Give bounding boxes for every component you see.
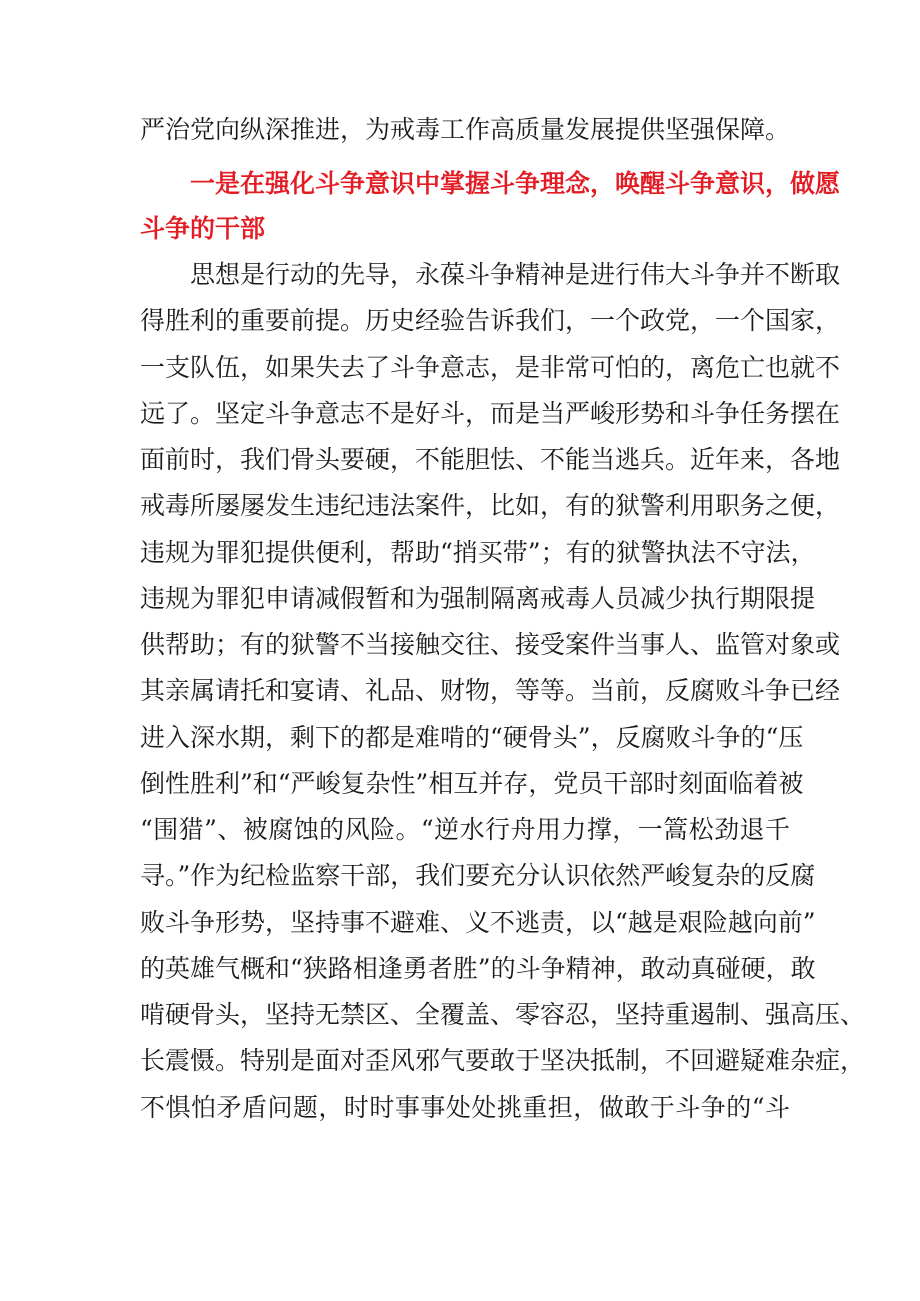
paragraph-line-12: 倒性胜利”和“严峻复杂性”相互并存，党员干部时刻面临着被 xyxy=(140,769,804,798)
paragraph-line-16: 的英雄气概和“狭路相逢勇者胜”的斗争精神，敢动真碰硬，敢 xyxy=(140,954,816,983)
paragraph-line-19: 不惧怕矛盾问题，时时事事处处挑重担，做敢于斗争的“斗 xyxy=(140,1093,790,1122)
paragraph-line-6: 戒毒所屡屡发生违纪违法案件，比如，有的狱警利用职务之便， xyxy=(140,491,841,520)
paragraph-line-14: 寻。”作为纪检监察干部，我们要充分认识依然严峻复杂的反腐 xyxy=(140,861,816,890)
paragraph-line-15: 败斗争形势，坚持事不避难、义不逃责，以“越是艰险越向前” xyxy=(140,908,816,937)
paragraph-line-5: 面前时，我们骨头要硬，不能胆怯、不能当逃兵。近年来，各地 xyxy=(140,445,841,474)
paragraph-line-3: 一支队伍，如果失去了斗争意志，是非常可怕的，离危亡也就不 xyxy=(140,353,841,382)
paragraph-line-11: 进入深水期，剩下的都是难啃的“硬骨头”，反腐败斗争的“压 xyxy=(140,723,804,752)
paragraph-line-8: 违规为罪犯申请减假暂和为强制隔离戒毒人员减少执行期限提 xyxy=(140,584,816,613)
paragraph-line-4: 远了。坚定斗争意志不是好斗，而是当严峻形势和斗争任务摆在 xyxy=(140,399,841,428)
section-heading-line-2: 斗争的干部 xyxy=(140,214,266,243)
paragraph-line-9: 供帮助；有的狱警不当接触交往、接受案件当事人、监管对象或 xyxy=(140,630,841,659)
paragraph-line-17: 啃硬骨头，坚持无禁区、全覆盖、零容忍，坚持重遏制、强高压、 xyxy=(140,1000,866,1029)
paragraph-line-2: 得胜利的重要前提。历史经验告诉我们，一个政党，一个国家， xyxy=(140,306,841,335)
intro-line: 严治党向纵深推进，为戒毒工作高质量发展提供坚强保障。 xyxy=(140,115,791,144)
paragraph-line-7: 违规为罪犯提供便利，帮助“捎买带”；有的狱警执法不守法， xyxy=(140,538,816,567)
paragraph-line-1: 思想是行动的先导，永葆斗争精神是进行伟大斗争并不断取 xyxy=(190,260,841,289)
paragraph-line-18: 长震慑。特别是面对歪风邪气要敢于坚决抵制，不回避疑难杂症， xyxy=(140,1046,866,1075)
paragraph-line-10: 其亲属请托和宴请、礼品、财物，等等。当前，反腐败斗争已经 xyxy=(140,676,841,705)
section-heading-line-1: 一是在强化斗争意识中掌握斗争理念，唤醒斗争意识，做愿 xyxy=(190,169,841,198)
paragraph-line-13: “围猎”、被腐蚀的风险。“逆水行舟用力撑，一篙松劲退千 xyxy=(140,815,790,844)
